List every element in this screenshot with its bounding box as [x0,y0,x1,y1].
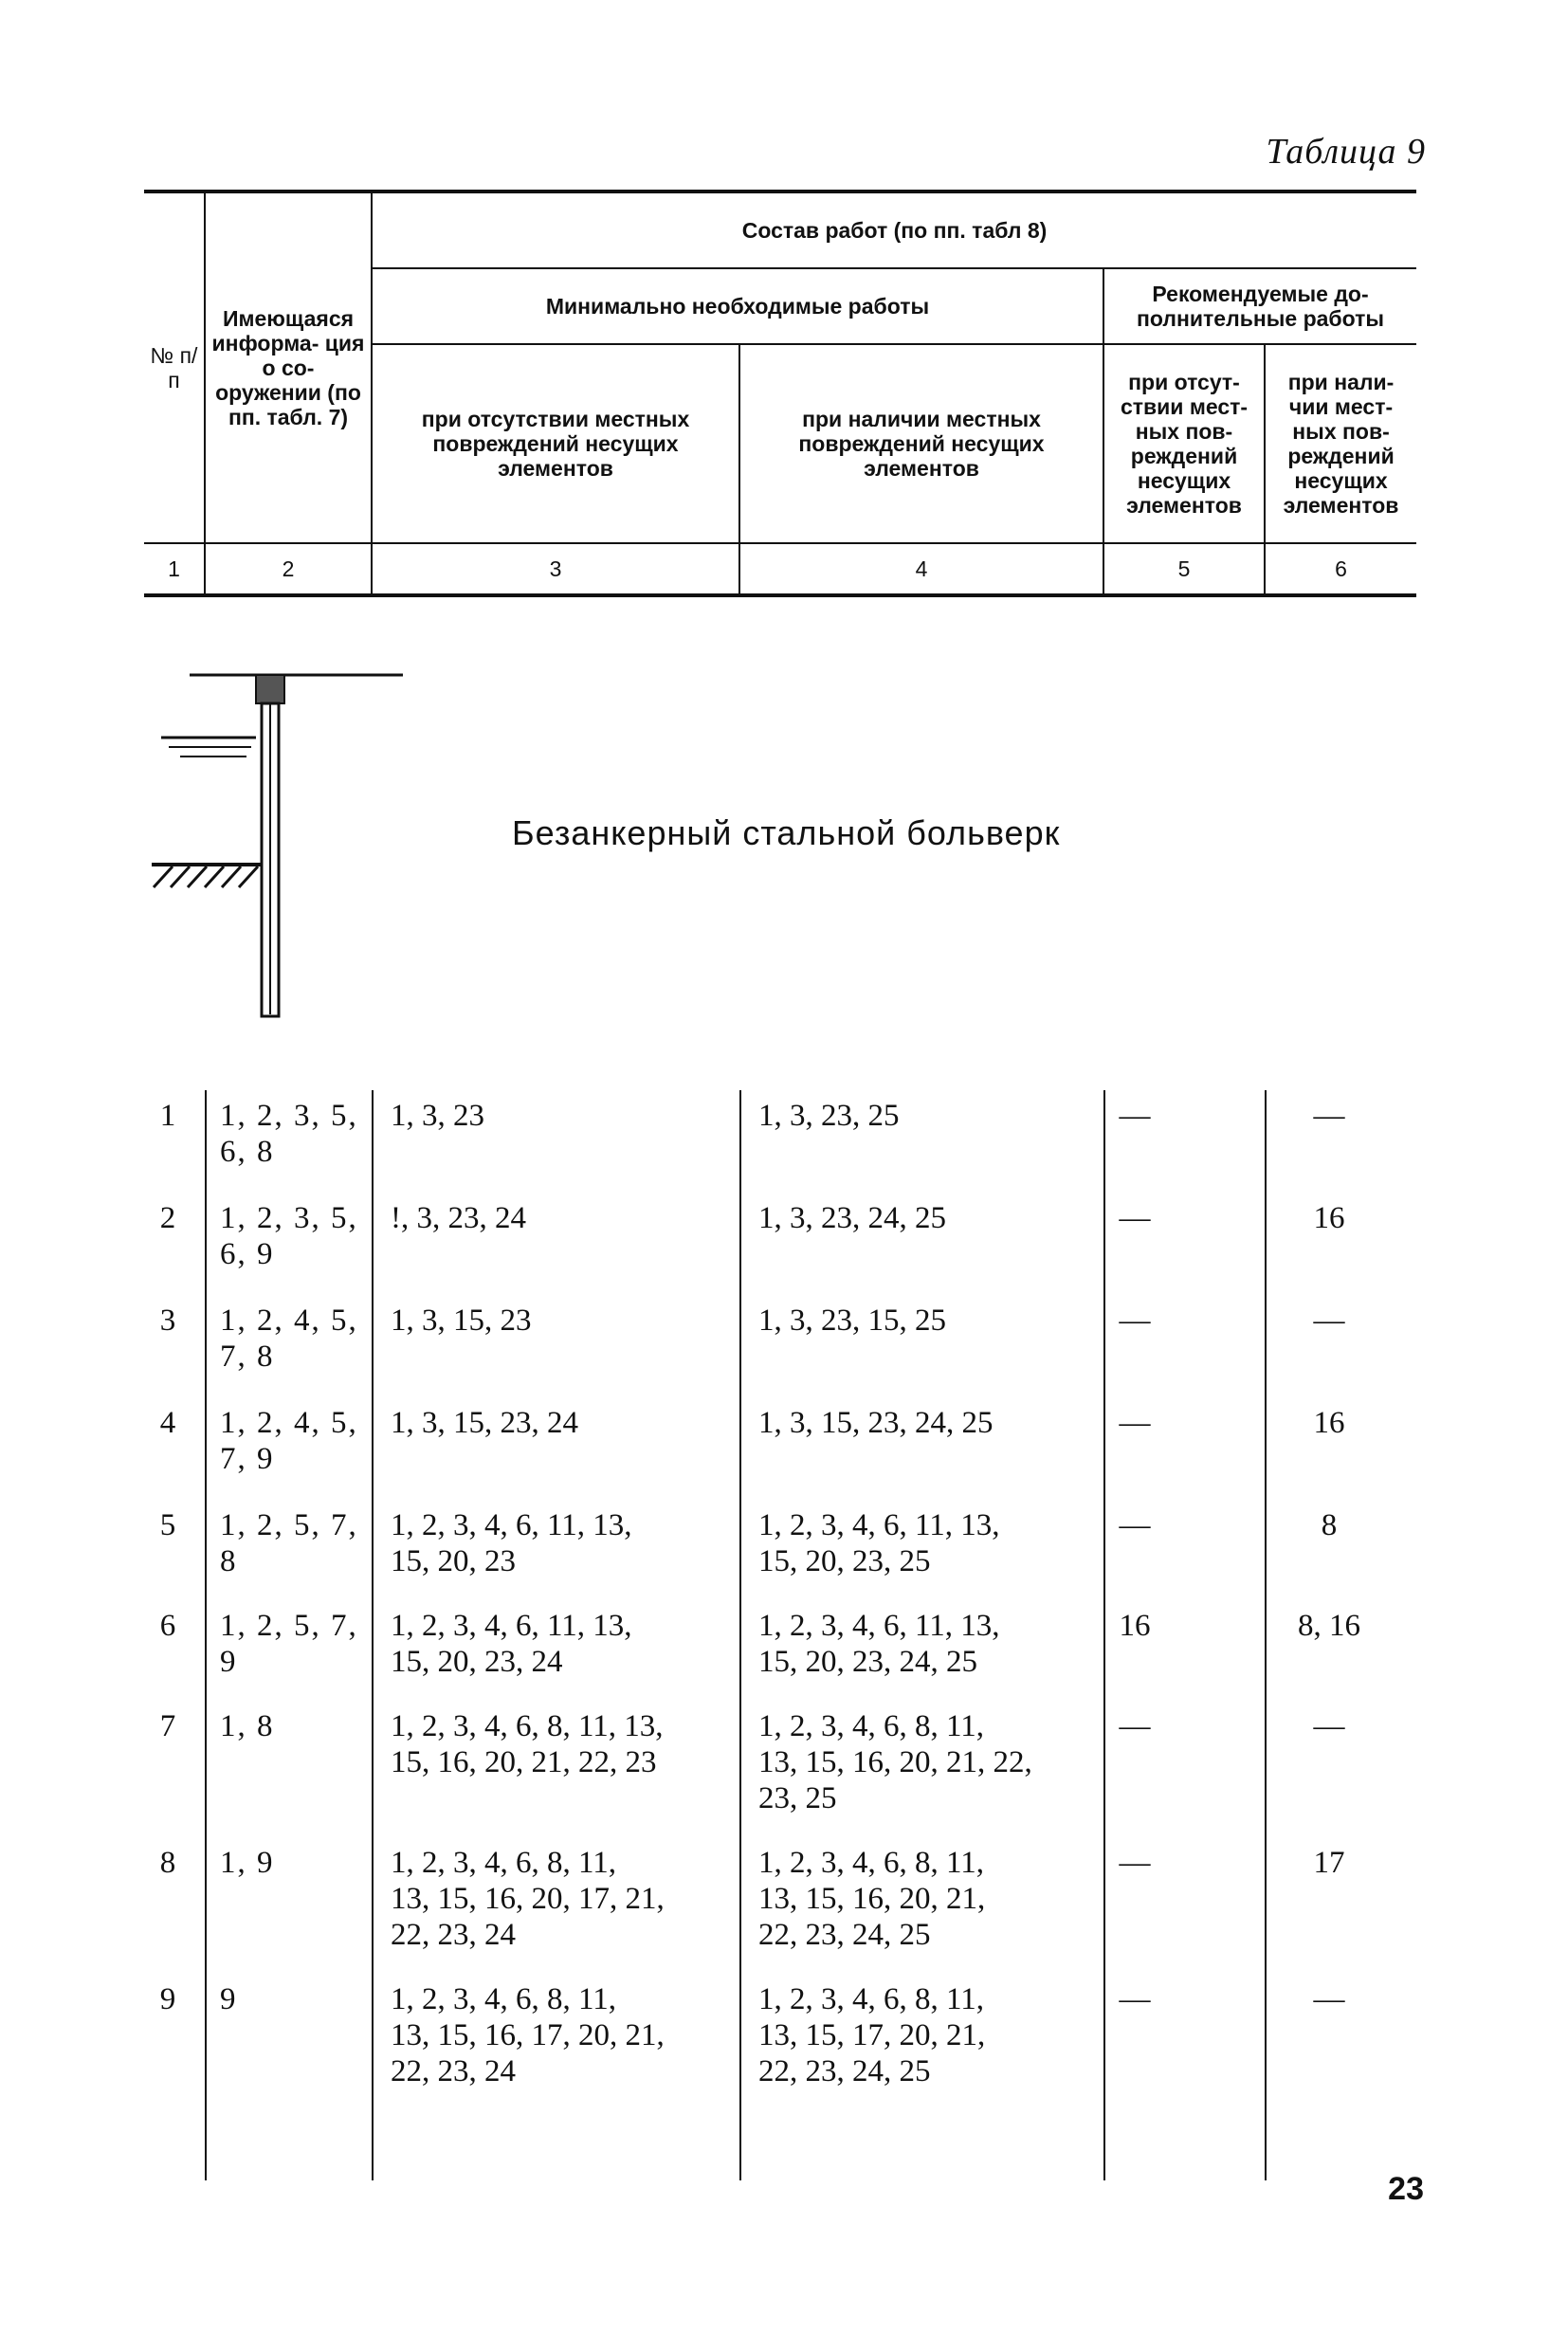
row-rec-no-damage: 16 [1119,1609,1151,1643]
col-num-2: 2 [205,543,372,595]
row-rec-damage: 8, 16 [1298,1609,1360,1643]
row-min-damage: 1, 3, 23, 15, 25 [758,1304,946,1338]
column-divider [739,1090,741,2180]
row-number: 3 [159,1304,176,1338]
header-col-min-damage: при наличии местных повреждений несущих элементов [739,344,1103,543]
row-number: 6 [159,1609,176,1643]
row-min-damage: 1, 2, 3, 4, 6, 8, 11, 13, 15, 17, 20, 21, 22, 23, 24, 25 [758,1982,986,2088]
row-info: 1, 2, 5, 7, 8 [220,1508,358,1578]
row-rec-damage: — [1313,1099,1345,1133]
row-number: 9 [159,1982,176,2016]
row-info: 9 [220,1982,238,2016]
header-col-rec-no-damage: при отсут- ствии мест- ных пов- реждений несущих элементов [1103,344,1265,543]
row-rec-no-damage: — [1119,1508,1151,1542]
header-group-works: Состав работ (по пп. табл 8) [372,191,1416,268]
header-col-rec-damage: при нали- чии мест- ных пов- реждений несущих элементов [1265,344,1416,543]
column-divider [205,1090,207,2180]
row-number: 4 [159,1406,176,1440]
row-min-no-damage: 1, 3, 15, 23 [391,1304,532,1338]
col-num-5: 5 [1103,543,1265,595]
row-rec-damage: 8 [1321,1508,1338,1542]
row-rec-damage: 16 [1313,1406,1345,1440]
row-min-damage: 1, 2, 3, 4, 6, 11, 13, 15, 20, 23, 25 [758,1508,1000,1578]
row-number: 5 [159,1508,176,1542]
row-number: 7 [159,1709,176,1743]
row-min-no-damage: 1, 3, 15, 23, 24 [391,1406,578,1440]
row-min-no-damage: 1, 2, 3, 4, 6, 11, 13, 15, 20, 23, 24 [391,1609,632,1679]
row-min-damage: 1, 3, 15, 23, 24, 25 [758,1406,994,1440]
row-min-damage: 1, 2, 3, 4, 6, 11, 13, 15, 20, 23, 24, 25 [758,1609,1000,1679]
row-rec-damage: — [1313,1982,1345,2016]
row-min-no-damage: 1, 2, 3, 4, 6, 8, 11, 13, 15, 16, 17, 20, 21, 22, 23, 24 [391,1982,665,2088]
row-rec-no-damage: — [1119,1709,1151,1743]
col-num-3: 3 [372,543,739,595]
row-min-damage: 1, 2, 3, 4, 6, 8, 11, 13, 15, 16, 20, 21, 22, 23, 25 [758,1709,1032,1815]
col-num-1: 1 [144,543,205,595]
row-min-no-damage: 1, 2, 3, 4, 6, 11, 13, 15, 20, 23 [391,1508,632,1578]
header-col-min-no-damage: при отсутствии местных повреждений несущих элементов [372,344,739,543]
row-min-damage: 1, 2, 3, 4, 6, 8, 11, 13, 15, 16, 20, 21, 22, 23, 24, 25 [758,1846,986,1952]
header-group-minimal: Минимально необходимые работы [372,268,1103,344]
row-rec-no-damage: — [1119,1201,1151,1235]
row-number: 2 [159,1201,176,1235]
row-info: 1, 9 [220,1846,275,1880]
header-col-info: Имеющаяся информа- ция о со- оружении (по пп. табл. 7) [205,191,372,543]
table-caption: Таблица 9 [1266,132,1426,172]
row-rec-damage: — [1313,1709,1345,1743]
row-rec-damage: 17 [1313,1846,1345,1880]
row-rec-damage: — [1313,1304,1345,1338]
header-col-number: № п/п [144,191,205,543]
row-rec-no-damage: — [1119,1982,1151,2016]
table-header [144,190,1416,597]
row-info: 1, 2, 4, 5, 7, 9 [220,1406,358,1476]
row-min-no-damage: !, 3, 23, 24 [391,1201,526,1235]
row-rec-damage: 16 [1313,1201,1345,1235]
row-info: 1, 2, 4, 5, 7, 8 [220,1304,358,1374]
bulkhead-sketch-icon [152,664,417,1024]
column-divider [372,1090,374,2180]
table-body [144,1090,1416,2180]
row-rec-no-damage: — [1119,1304,1151,1338]
col-num-4: 4 [739,543,1103,595]
row-rec-no-damage: — [1119,1406,1151,1440]
row-info: 1, 8 [220,1709,275,1743]
row-rec-no-damage: — [1119,1099,1151,1133]
row-min-damage: 1, 3, 23, 25 [758,1099,900,1133]
structure-title: Безанкерный стальной больверк [512,813,1061,852]
row-info: 1, 2, 3, 5, 6, 9 [220,1201,358,1271]
row-info: 1, 2, 3, 5, 6, 8 [220,1099,358,1169]
row-min-no-damage: 1, 3, 23 [391,1099,484,1133]
row-rec-no-damage: — [1119,1846,1151,1880]
row-number: 1 [159,1099,176,1133]
row-min-no-damage: 1, 2, 3, 4, 6, 8, 11, 13, 15, 16, 20, 21, 22, 23 [391,1709,664,1779]
col-num-6: 6 [1265,543,1416,595]
page-number: 23 [1388,2171,1424,2207]
row-info: 1, 2, 5, 7, 9 [220,1609,358,1679]
header-group-recommended: Рекомендуемые до- полнительные работы [1103,268,1416,344]
row-min-damage: 1, 3, 23, 24, 25 [758,1201,946,1235]
row-min-no-damage: 1, 2, 3, 4, 6, 8, 11, 13, 15, 16, 20, 17, 21, 22, 23, 24 [391,1846,665,1952]
row-number: 8 [159,1846,176,1880]
